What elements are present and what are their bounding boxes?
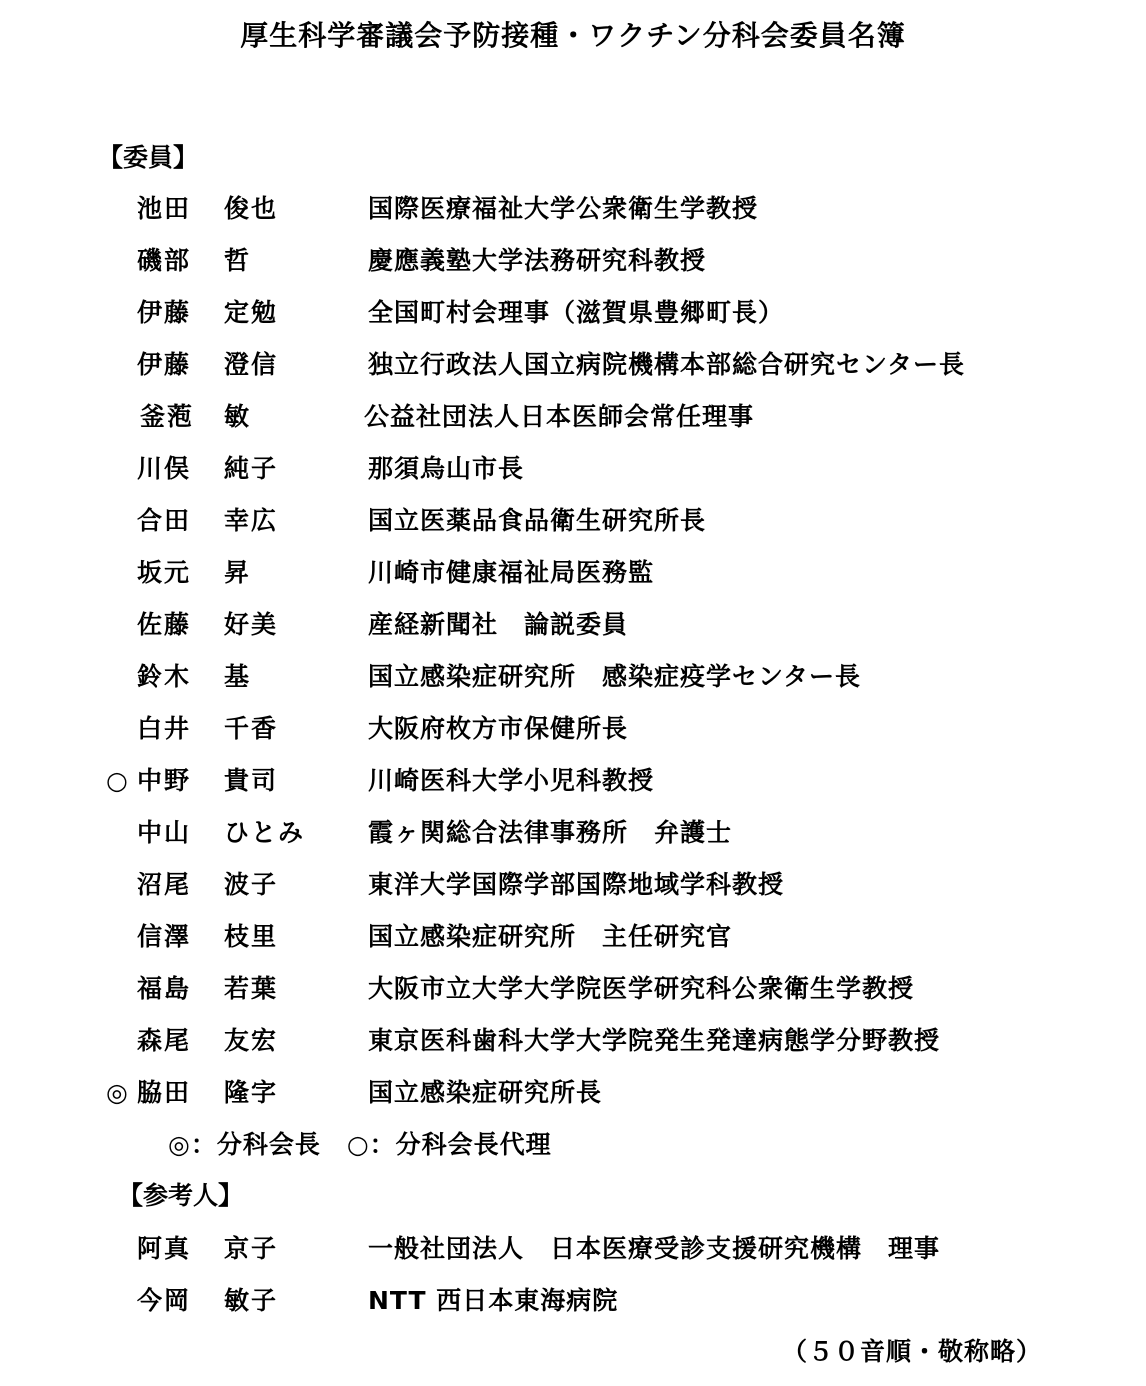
member-given-name: 純子 xyxy=(224,454,279,483)
member-surname: 脇田 xyxy=(137,1078,192,1107)
member-row xyxy=(0,400,1146,434)
member-surname: 池田 xyxy=(137,194,192,223)
member-surname: 釜萢 xyxy=(140,402,195,431)
member-row xyxy=(0,244,1146,278)
member-given-name: ひとみ xyxy=(224,818,306,847)
member-row xyxy=(0,348,1146,382)
reference-row xyxy=(0,1284,1146,1318)
member-surname: 信澤 xyxy=(137,922,192,951)
reference-affiliation: NTT 西日本東海病院 xyxy=(368,1286,619,1315)
member-affiliation: 慶應義塾大学法務研究科教授 xyxy=(368,246,707,275)
member-affiliation: 那須烏山市長 xyxy=(368,454,525,483)
member-row xyxy=(0,764,1146,798)
member-surname: 川俣 xyxy=(137,454,192,483)
member-surname: 伊藤 xyxy=(137,298,192,327)
member-affiliation: 国立医薬品食品衛生研究所長 xyxy=(368,506,707,535)
member-affiliation: 国立感染症研究所長 xyxy=(368,1078,603,1107)
member-affiliation: 国際医療福祉大学公衆衛生学教授 xyxy=(368,194,759,223)
member-surname: 鈴木 xyxy=(137,662,192,691)
member-given-name: 基 xyxy=(224,662,252,691)
member-surname: 磯部 xyxy=(137,246,192,275)
reference-affiliation: 一般社団法人 日本医療受診支援研究機構 理事 xyxy=(368,1234,941,1263)
member-row xyxy=(0,296,1146,330)
member-row xyxy=(0,868,1146,902)
member-affiliation: 東洋大学国際学部国際地域学科教授 xyxy=(368,870,785,899)
member-affiliation: 国立感染症研究所 主任研究官 xyxy=(368,922,733,951)
role-legend: ◎：分科会長 ○：分科会長代理 xyxy=(168,1130,552,1159)
member-affiliation: 国立感染症研究所 感染症疫学センター長 xyxy=(368,662,862,691)
member-given-name: 隆字 xyxy=(224,1078,279,1107)
member-given-name: 千香 xyxy=(224,714,279,743)
member-given-name: 好美 xyxy=(224,610,279,639)
member-surname: 佐藤 xyxy=(137,610,192,639)
ordering-footnote: （５０音順・敬称略） xyxy=(781,1337,1042,1366)
member-given-name: 哲 xyxy=(224,246,252,275)
reference-given-name: 京子 xyxy=(224,1234,279,1263)
member-row xyxy=(0,712,1146,746)
member-affiliation: 独立行政法人国立病院機構本部総合研究センター長 xyxy=(368,350,966,379)
member-surname: 白井 xyxy=(137,714,192,743)
member-row xyxy=(0,608,1146,642)
reference-given-name: 敏子 xyxy=(224,1286,279,1315)
page-title: 厚生科学審議会予防接種・ワクチン分科会委員名簿 xyxy=(240,19,906,52)
member-given-name: 波子 xyxy=(224,870,279,899)
member-given-name: 定勉 xyxy=(224,298,279,327)
reference-surname: 阿真 xyxy=(137,1234,192,1263)
member-affiliation: 大阪市立大学大学院医学研究科公衆衛生学教授 xyxy=(368,974,915,1003)
member-affiliation: 産経新聞社 論説委員 xyxy=(368,610,629,639)
chair-mark: ◎ xyxy=(106,1078,128,1107)
member-surname: 合田 xyxy=(137,506,192,535)
member-row xyxy=(0,972,1146,1006)
member-row xyxy=(0,504,1146,538)
member-given-name: 幸広 xyxy=(224,506,279,535)
member-given-name: 貴司 xyxy=(224,766,279,795)
reference-row xyxy=(0,1232,1146,1266)
references-heading: 【参考人】 xyxy=(118,1181,244,1210)
member-surname: 沼尾 xyxy=(137,870,192,899)
member-surname: 福島 xyxy=(137,974,192,1003)
member-row xyxy=(0,1076,1146,1110)
member-given-name: 友宏 xyxy=(224,1026,279,1055)
member-affiliation: 霞ヶ関総合法律事務所 弁護士 xyxy=(368,818,733,847)
member-given-name: 敏 xyxy=(224,402,252,431)
member-surname: 伊藤 xyxy=(137,350,192,379)
member-given-name: 俊也 xyxy=(224,194,279,223)
member-row xyxy=(0,192,1146,226)
member-row xyxy=(0,1024,1146,1058)
members-heading: 【委員】 xyxy=(98,143,199,172)
member-affiliation: 公益社団法人日本医師会常任理事 xyxy=(364,402,755,431)
member-surname: 坂元 xyxy=(137,558,192,587)
member-affiliation: 大阪府枚方市保健所長 xyxy=(368,714,629,743)
reference-surname: 今岡 xyxy=(137,1286,192,1315)
member-given-name: 昇 xyxy=(224,558,252,587)
member-affiliation: 東京医科歯科大学大学院発生発達病態学分野教授 xyxy=(368,1026,941,1055)
member-affiliation: 全国町村会理事（滋賀県豊郷町長） xyxy=(368,298,785,327)
member-row xyxy=(0,556,1146,590)
member-surname: 中山 xyxy=(137,818,192,847)
member-given-name: 枝里 xyxy=(224,922,279,951)
member-surname: 森尾 xyxy=(137,1026,192,1055)
member-given-name: 澄信 xyxy=(224,350,279,379)
member-row xyxy=(0,920,1146,954)
member-affiliation: 川崎医科大学小児科教授 xyxy=(368,766,655,795)
member-affiliation: 川崎市健康福祉局医務監 xyxy=(368,558,655,587)
member-given-name: 若葉 xyxy=(224,974,279,1003)
member-surname: 中野 xyxy=(137,766,192,795)
member-row xyxy=(0,660,1146,694)
member-row xyxy=(0,816,1146,850)
member-row xyxy=(0,452,1146,486)
vice-chair-mark: ○ xyxy=(106,766,128,795)
